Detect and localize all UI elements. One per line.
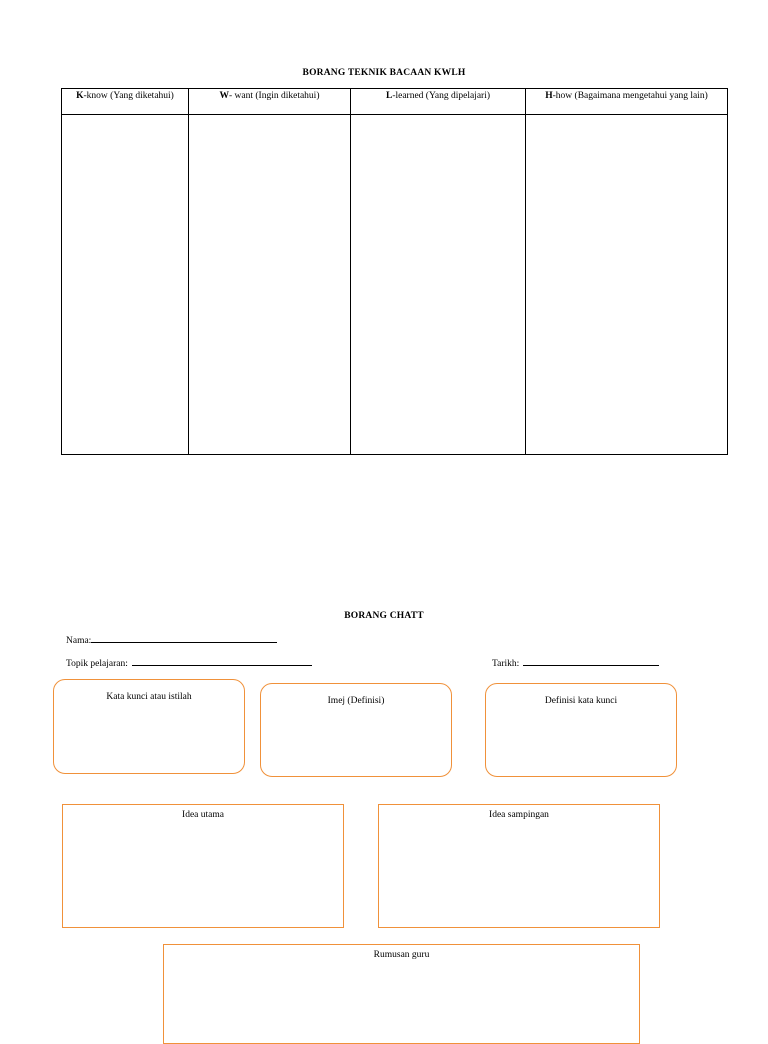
topik-label: Topik pelajaran: [66, 659, 128, 669]
kata-kunci-label: Kata kunci atau istilah [106, 692, 192, 702]
tarikh-field [492, 656, 659, 669]
kwlh-header-want [189, 89, 351, 115]
kwlh-cell-know[interactable] [62, 115, 189, 455]
header-letter: H [545, 91, 553, 101]
nama-label: Nama: [66, 636, 92, 646]
definisi-label: Definisi kata kunci [544, 696, 618, 706]
topik-field [66, 656, 312, 669]
rumusan-guru-box[interactable] [163, 944, 640, 1044]
idea-utama-box[interactable] [62, 804, 344, 928]
kwlh-header-learned [351, 89, 526, 115]
kwlh-header-how [526, 89, 728, 115]
kwlh-cell-learned[interactable] [351, 115, 526, 455]
nama-input-line[interactable] [91, 633, 277, 643]
header-text: -know (Yang diketahui) [83, 91, 174, 101]
kwlh-body-row [62, 115, 728, 455]
tarikh-input-line[interactable] [523, 656, 659, 666]
imej-box[interactable] [260, 683, 452, 777]
kwlh-cell-how[interactable] [526, 115, 728, 455]
header-letter: K [76, 91, 84, 101]
topik-input-line[interactable] [132, 656, 312, 666]
kwlh-table [61, 88, 728, 455]
kwlh-cell-want[interactable] [189, 115, 351, 455]
header-text: - want (Ingin diketahui) [229, 91, 320, 101]
nama-field [66, 633, 277, 646]
header-text: -how (Bagaimana mengetahui yang lain) [552, 91, 708, 101]
kwlh-form-title: BORANG TEKNIK BACAAN KWLH [302, 68, 466, 78]
header-text: -learned (Yang dipelajari) [392, 91, 491, 101]
kata-kunci-box[interactable] [53, 679, 245, 774]
imej-label: Imej (Definisi) [327, 696, 385, 706]
idea-utama-label: Idea utama [182, 810, 224, 820]
header-letter: L [385, 91, 393, 101]
header-letter: W [219, 91, 229, 101]
definisi-box[interactable] [485, 683, 677, 777]
idea-sampingan-label: Idea sampingan [489, 810, 549, 820]
kwlh-header-know [62, 89, 189, 115]
kwlh-header-row [62, 89, 728, 115]
idea-sampingan-box[interactable] [378, 804, 660, 928]
chatt-form-title: BORANG CHATT [344, 611, 424, 621]
rumusan-guru-label: Rumusan guru [373, 950, 430, 960]
tarikh-label: Tarikh: [492, 659, 520, 669]
